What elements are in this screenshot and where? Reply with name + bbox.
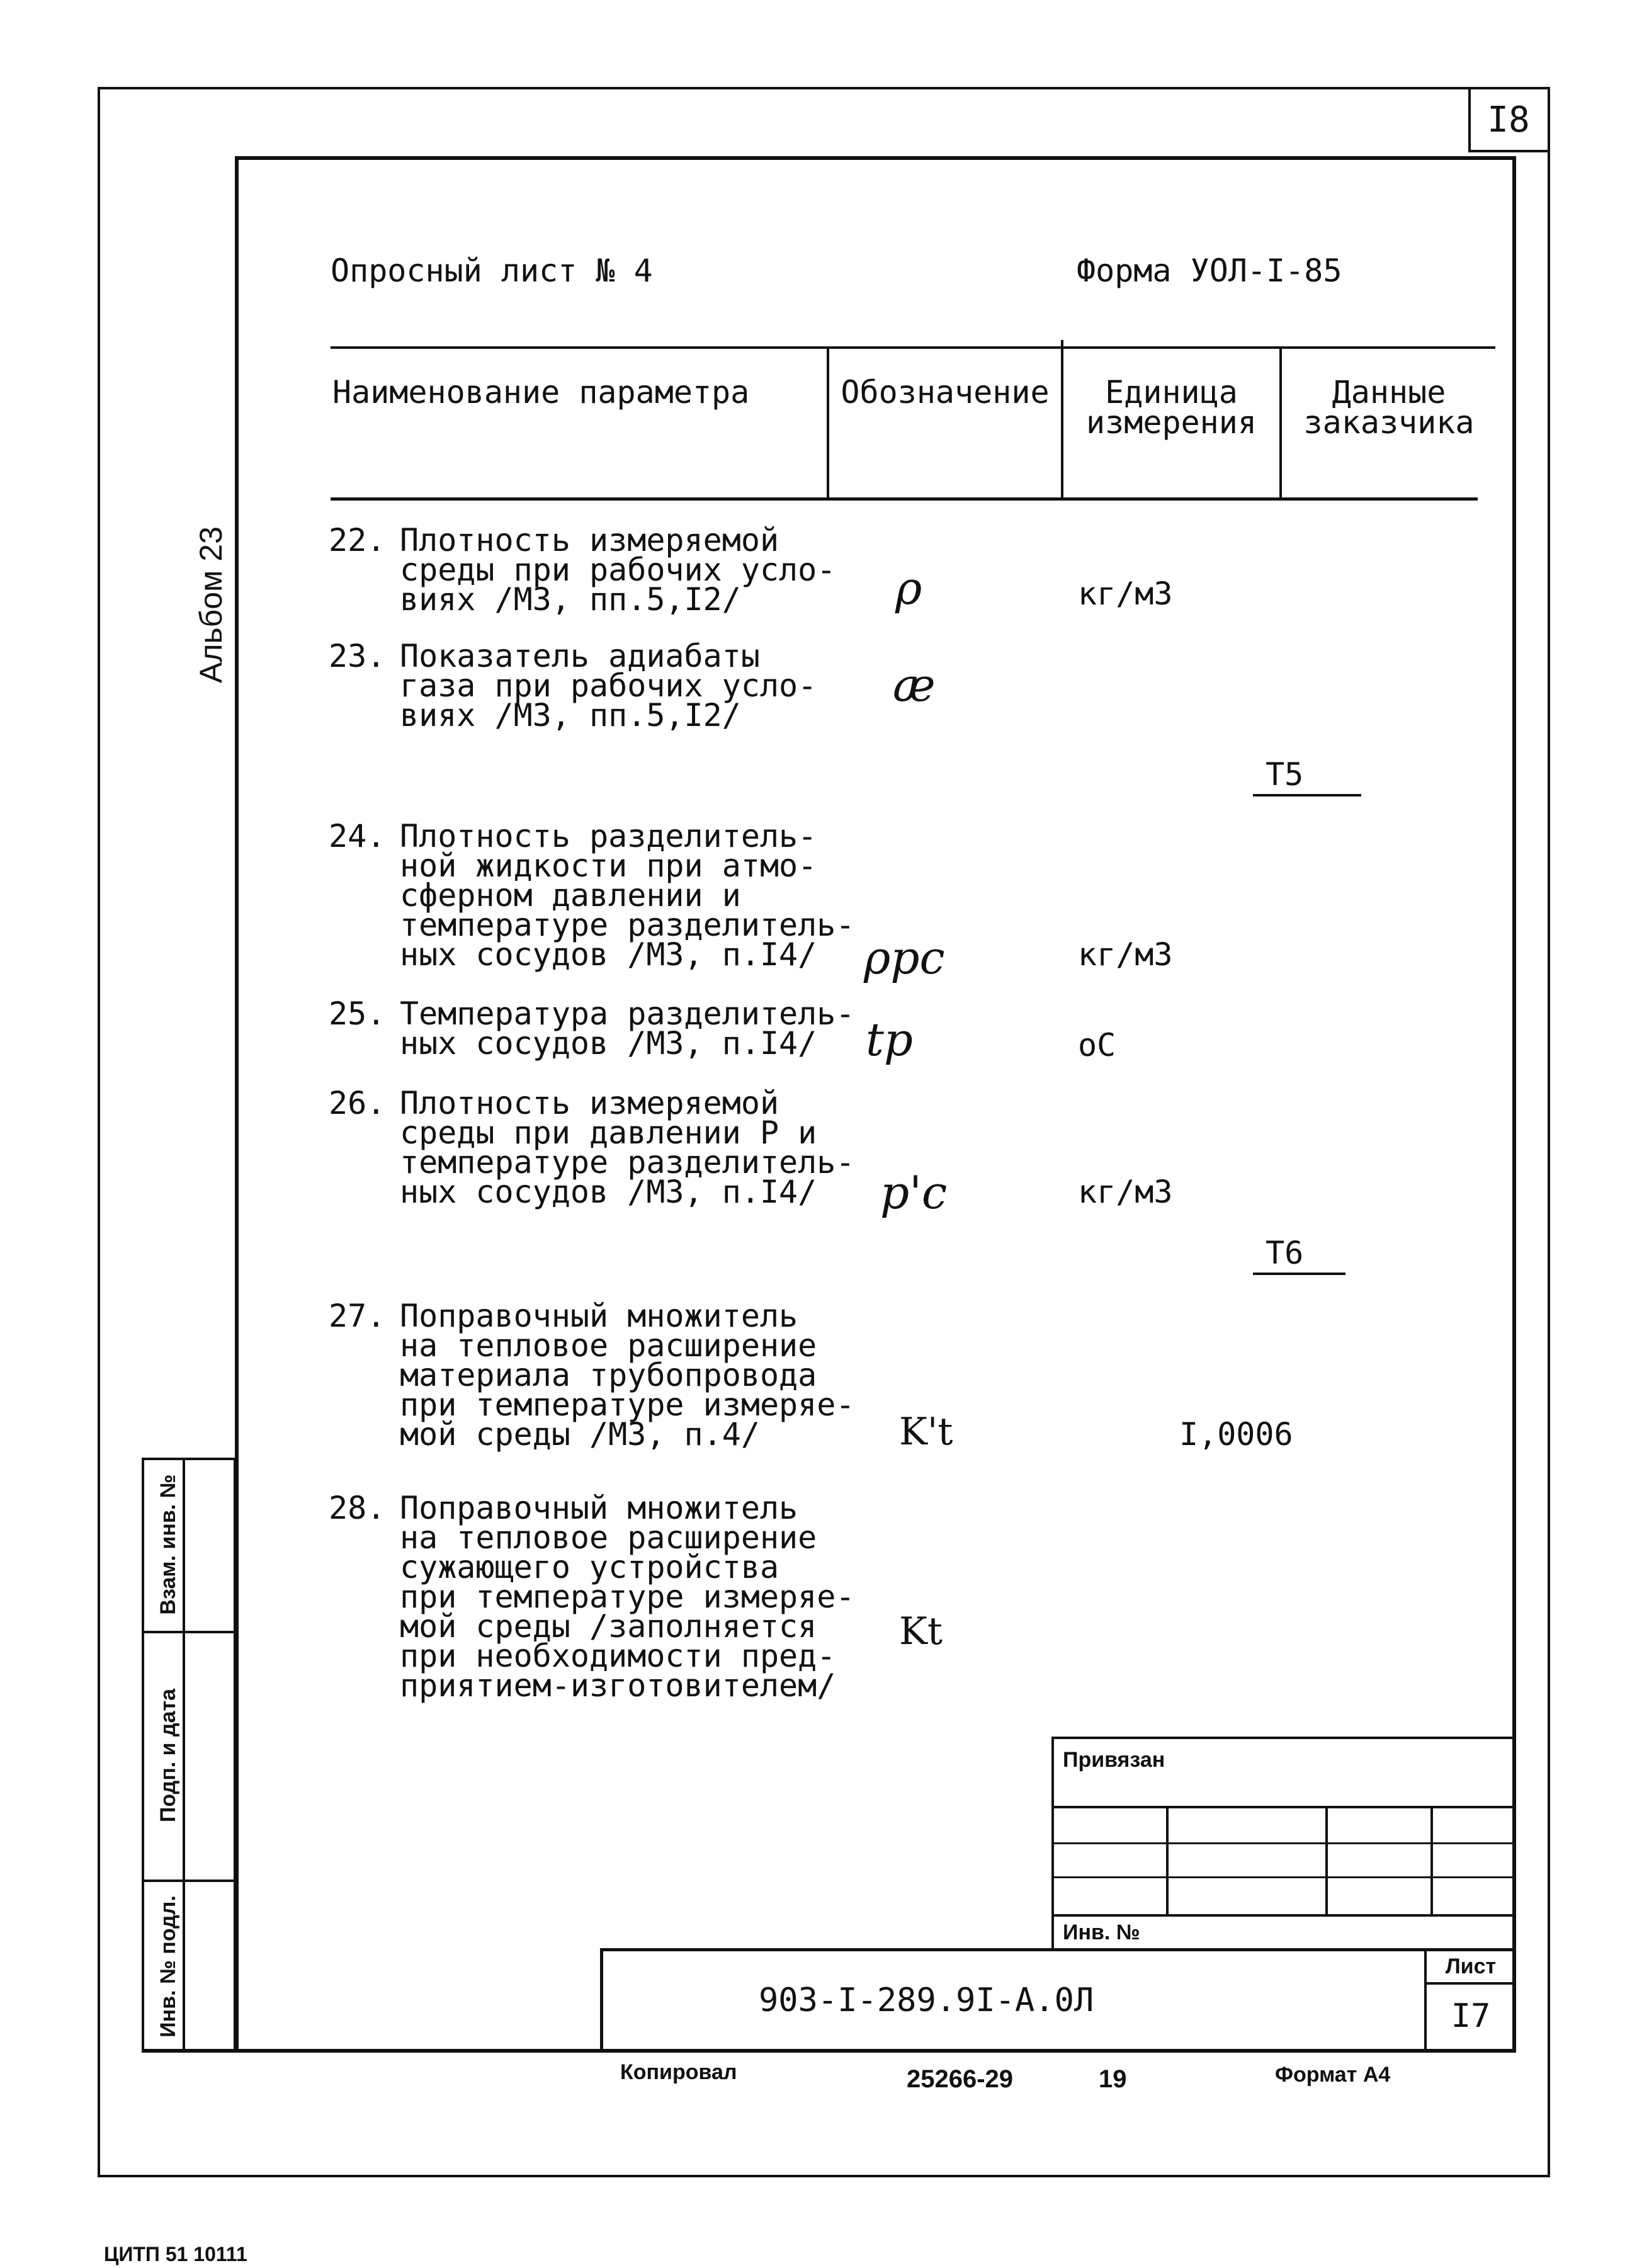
side-stamp-col-sep <box>183 1458 185 2053</box>
binding-stamp-rule-4 <box>1051 1914 1516 1917</box>
item-24-line: сферном давлении и <box>400 877 741 914</box>
item-28-num: 28. <box>329 1490 386 1526</box>
form-title: Опросный лист № 4 <box>331 252 653 289</box>
item-28-line: при необходимости пред- <box>400 1638 836 1674</box>
side-stamp-vzam: Взам. инв. № <box>156 1474 180 1615</box>
item-27-value: I,0006 <box>1179 1416 1293 1453</box>
item-24-num: 24. <box>329 818 386 854</box>
item-23-line: газа при рабочих усло- <box>400 667 817 704</box>
item-25-line: ных сосудов /М3, п.I4/ <box>400 1025 817 1062</box>
item-26-line: Плотность измеряемой <box>400 1085 779 1121</box>
section-mark-t6: T6 <box>1253 1237 1345 1275</box>
title-block-list-rule <box>1424 1982 1516 1985</box>
item-24-symbol: ρpc <box>864 931 945 984</box>
item-27-line: материала трубопровода <box>400 1357 817 1393</box>
item-25-unit: oC <box>1078 1027 1116 1063</box>
binding-stamp-rule-3 <box>1051 1876 1516 1878</box>
item-24-unit: кг/м3 <box>1078 936 1173 973</box>
item-25-symbol: tp <box>866 1013 914 1066</box>
item-24-line: ной жидкости при атмо- <box>400 848 817 884</box>
item-22-line: Плотность измеряемой <box>400 522 779 558</box>
footer-bottom-left: ЦИТП 51 10111 <box>104 2243 247 2265</box>
album-label: Альбом 23 <box>193 526 229 683</box>
item-26-symbol: p'c <box>880 1166 948 1219</box>
form-code: Форма УОЛ-I-85 <box>1077 252 1342 289</box>
item-27-line: мой среды /М3, п.4/ <box>400 1416 760 1453</box>
outer-frame-right <box>1548 87 1550 2177</box>
item-28-line: при температуре измеряе- <box>400 1579 855 1615</box>
item-28-line: Поправочный множитель <box>400 1490 798 1526</box>
binding-stamp-rule-1 <box>1051 1806 1516 1808</box>
item-27-line: Поправочный множитель <box>400 1298 798 1334</box>
footer-format: Формат А4 <box>1275 2063 1391 2087</box>
item-27-symbol: K't <box>899 1410 953 1454</box>
item-28-line: приятием-изготовителем/ <box>400 1667 836 1704</box>
binding-stamp-col-1 <box>1166 1806 1169 1917</box>
footer-kopiroval: Копировал <box>620 2060 737 2084</box>
outer-frame-top <box>98 87 1550 89</box>
corner-sheet-number: I8 <box>1487 99 1530 140</box>
table-col-sep-1 <box>827 346 829 501</box>
item-22-num: 22. <box>329 522 386 558</box>
outer-frame-bottom <box>98 2175 1550 2177</box>
document-code: 903-I-289.9I-A.0Л <box>759 1982 1094 2019</box>
footer-page: 19 <box>1099 2065 1127 2093</box>
inner-frame-top <box>235 156 1515 160</box>
item-27-line: на тепловое расширение <box>400 1327 817 1364</box>
item-22-symbol: ρ <box>895 562 922 615</box>
list-label: Лист <box>1445 1954 1497 1978</box>
outer-frame-left <box>98 87 100 2177</box>
binding-stamp-inv: Инв. № <box>1063 1920 1140 1944</box>
item-24-line: ных сосудов /М3, п.I4/ <box>400 936 817 973</box>
item-27-line: при температуре измеряе- <box>400 1386 855 1423</box>
side-stamp-row-sep-1 <box>142 1631 236 1633</box>
binding-stamp-label: Привязан <box>1063 1748 1165 1772</box>
item-22-line: виях /М3, пп.5,I2/ <box>400 581 741 618</box>
header-symbol: Обозначение <box>841 374 1050 411</box>
section-mark-t5: T5 <box>1253 759 1361 797</box>
item-23-line: Показатель адиабаты <box>400 638 760 674</box>
item-23-line: виях /М3, пп.5,I2/ <box>400 697 741 734</box>
item-28-line: мой среды /заполняется <box>400 1608 817 1645</box>
item-27-num: 27. <box>329 1298 386 1334</box>
item-24-line: Плотность разделитель- <box>400 818 817 854</box>
item-22-line: среды при рабочих усло- <box>400 552 836 588</box>
table-top-rule <box>331 346 1495 349</box>
header-customer-line1: Данные <box>1332 374 1446 411</box>
item-26-unit: кг/м3 <box>1078 1174 1173 1210</box>
item-26-line: среды при давлении Р и <box>400 1114 817 1151</box>
item-23-num: 23. <box>329 638 386 674</box>
binding-stamp-col-2 <box>1325 1806 1328 1917</box>
header-param: Наименование параметра <box>332 374 750 411</box>
list-number: I7 <box>1451 1997 1491 2035</box>
header-unit-line2: измерения <box>1086 404 1257 441</box>
item-22-unit: кг/м3 <box>1078 576 1173 612</box>
table-bottom-rule <box>331 497 1478 501</box>
side-stamp-podp: Подп. и дата <box>156 1688 180 1823</box>
header-unit-line1: Единица <box>1105 374 1238 411</box>
item-24-line: температуре разделитель- <box>400 907 855 943</box>
item-28-line: на тепловое расширение <box>400 1519 817 1556</box>
binding-stamp-col-3 <box>1430 1806 1433 1917</box>
item-28-line: сужающего устройства <box>400 1549 779 1585</box>
footer-order: 25266-29 <box>907 2065 1014 2093</box>
binding-stamp-rule-2 <box>1051 1842 1516 1844</box>
item-26-line: температуре разделитель- <box>400 1144 855 1181</box>
side-stamp-inv: Инв. № подл. <box>156 1895 180 2038</box>
item-28-symbol: Kt <box>899 1609 943 1653</box>
item-25-num: 25. <box>329 995 386 1032</box>
item-26-num: 26. <box>329 1085 386 1121</box>
item-23-symbol: æ <box>893 659 936 712</box>
header-customer-line2: заказчика <box>1303 404 1475 441</box>
item-26-line: ных сосудов /М3, п.I4/ <box>400 1174 817 1210</box>
item-25-line: Температура разделитель- <box>400 995 855 1032</box>
